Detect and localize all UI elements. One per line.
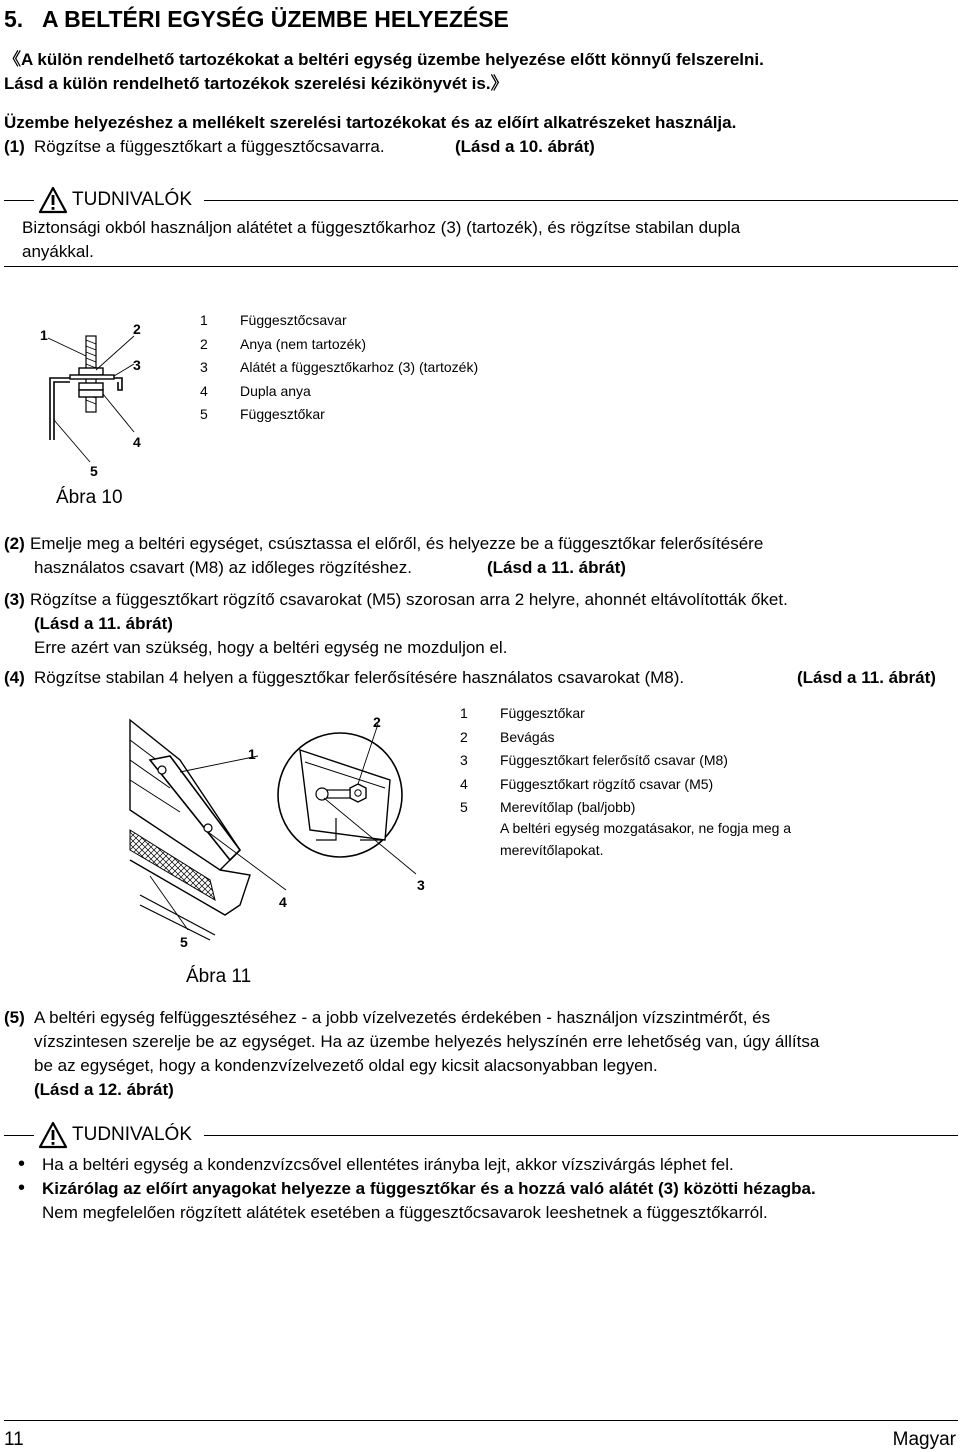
section-number: 5.	[4, 6, 24, 32]
figure-10-callout-4: 4	[133, 434, 141, 450]
step-2-ref: (Lásd a 11. ábrát)	[487, 558, 626, 577]
figure-10-callout-5: 5	[90, 463, 98, 479]
legend-text: Bevágás	[500, 728, 555, 745]
legend-note-line-1: A beltéri egység mozgatásakor, ne fogja meg a	[500, 820, 792, 836]
notice-2-bullet-2: Kizárólag az előírt anyagokat helyezze a függesztőkar és a hozzá való alátét (3) közötti hézagba.	[42, 1179, 816, 1198]
intro-line-2: Lásd a külön rendelhető tartozékok szerelési kézikönyvét is.》	[4, 74, 508, 93]
legend-number: 4	[200, 382, 208, 399]
step-3-line-3: Erre azért van szükség, hogy a beltéri egység ne mozduljon el.	[34, 638, 508, 657]
legend-text: Függesztőkar	[500, 705, 585, 721]
step-5-line-2: vízszintesen szerelje be az egységet. Ha az üzembe helyezés helyszínén erre lehetőség van, úgy állítsa	[34, 1032, 820, 1051]
legend-text: Függesztőcsavar	[240, 312, 347, 328]
legend-number: 5	[460, 799, 468, 815]
notice-header	[4, 188, 958, 214]
figure-11-callout-2: 2	[373, 714, 381, 730]
step-3-ref: (Lásd a 11. ábrát)	[34, 614, 173, 633]
page-number: 11	[4, 1429, 24, 1450]
notice-rule-right	[204, 200, 958, 201]
step-5-ref: (Lásd a 12. ábrát)	[34, 1080, 174, 1099]
step-5-line-3: be az egységet, hogy a kondenzvízelvezető oldal egy kicsit alacsonyabban legyen.	[34, 1056, 658, 1075]
figure-10-legend	[200, 309, 600, 429]
legend-note-line-2: merevítőlapokat.	[500, 842, 604, 858]
figure-11-callout-1: 1	[248, 746, 256, 762]
legend-number: 3	[460, 752, 468, 768]
figure-11-caption: Ábra 11	[186, 966, 252, 987]
legend-number: 1	[200, 312, 208, 328]
step-1-text: Rögzítse a függesztőkart a függesztőcsavarra.	[34, 137, 385, 156]
figure-10-callout-2: 2	[133, 321, 141, 337]
step-4-line-1: Rögzítse stabilan 4 helyen a függesztőkar felerősítésére használatos csavarokat (M8).	[34, 668, 685, 687]
legend-text: Anya (nem tartozék)	[240, 335, 367, 352]
figure-11-callout-4: 4	[279, 894, 287, 910]
step-2-line-2: használatos csavart (M8) az időleges rögzítéshez.	[34, 558, 412, 577]
figure-11-callout-3: 3	[417, 877, 425, 893]
legend-text: Függesztőkar	[240, 406, 325, 422]
figure-10-callout-3: 3	[133, 357, 141, 373]
legend-number: 4	[460, 775, 468, 792]
figure-11-drawing	[100, 700, 440, 950]
legend-number: 3	[200, 359, 208, 375]
figure-10-caption: Ábra 10	[56, 487, 123, 508]
notice-2-label: TUDNIVALÓK	[72, 1123, 202, 1147]
step-3-line-1: Rögzítse a függesztőkart rögzítő csavarokat (M5) szorosan arra 2 helyre, ahonnét eltávolították őket.	[30, 590, 788, 609]
legend-text: Függesztőkart rögzítő csavar (M5)	[500, 775, 714, 792]
step-2-line-1: Emelje meg a beltéri egységet, csúsztassa el előről, és helyezze be a függesztőkar felerősítésére	[30, 534, 764, 553]
notice-label: TUDNIVALÓK	[72, 188, 202, 212]
notice-bottom-rule	[4, 266, 958, 267]
warning-icon	[38, 1121, 68, 1149]
bullet-icon: •	[18, 1177, 26, 1199]
intro-line-1: 《A külön rendelhető tartozékokat a beltéri egység üzembe helyezése előtt könnyű felszerelni.	[4, 50, 764, 69]
figure-11-legend	[460, 702, 880, 862]
notice-2-bullet-2-line-2: Nem megfelelően rögzített alátétek esetében a függesztőcsavarok leeshetnek a függesztőkarról.	[42, 1203, 768, 1222]
legend-text: Dupla anya	[240, 382, 311, 399]
notice-text-line-2: anyákkal.	[22, 242, 94, 261]
step-4-ref: (Lásd a 11. ábrát)	[797, 668, 936, 687]
figure-10-drawing	[30, 300, 170, 490]
footer-rule	[4, 1420, 958, 1421]
footer-language: Magyar	[892, 1429, 956, 1450]
step-2-number: (2)	[4, 534, 25, 553]
legend-number: 5	[200, 406, 208, 422]
legend-text: Alátét a függesztőkarhoz (3) (tartozék)	[240, 359, 479, 375]
legend-number: 2	[460, 728, 468, 745]
intro-line-3: Üzembe helyezéshez a mellékelt szerelési tartozékokat és az előírt alkatrészeket használja.	[4, 113, 737, 132]
notice-text-line-1: Biztonsági okból használjon alátétet a függesztőkarhoz (3) (tartozék), és rögzítse stabilan dupla	[22, 218, 741, 237]
step-5-line-1: A beltéri egység felfüggesztéséhez - a jobb vízelvezetés érdekében - használjon vízszintmérőt, és	[34, 1008, 771, 1027]
figure-10-callout-1: 1	[40, 327, 48, 343]
legend-number: 1	[460, 705, 468, 721]
notice-2-header	[4, 1123, 958, 1149]
bullet-icon: •	[18, 1153, 26, 1175]
section-title: A BELTÉRI EGYSÉG ÜZEMBE HELYEZÉSE	[42, 6, 509, 32]
step-4-number: (4)	[4, 668, 25, 687]
legend-number: 2	[200, 335, 208, 352]
step-1-ref: (Lásd a 10. ábrát)	[455, 137, 595, 156]
legend-text: Függesztőkart felerősítő csavar (M8)	[500, 752, 728, 768]
step-1-number: (1)	[4, 137, 25, 156]
warning-icon	[38, 186, 68, 214]
notice-2-rule-left	[4, 1135, 34, 1136]
legend-text: Merevítőlap (bal/jobb)	[500, 799, 636, 815]
notice-rule-left	[4, 200, 34, 201]
figure-11-callout-5: 5	[180, 934, 188, 950]
step-5-number: (5)	[4, 1008, 25, 1027]
notice-2-rule-right	[204, 1135, 958, 1136]
step-3-number: (3)	[4, 590, 25, 609]
notice-2-bullet-1: Ha a beltéri egység a kondenzvízcsővel ellentétes irányba lejt, akkor vízszivárgás léphet fel.	[42, 1155, 734, 1174]
